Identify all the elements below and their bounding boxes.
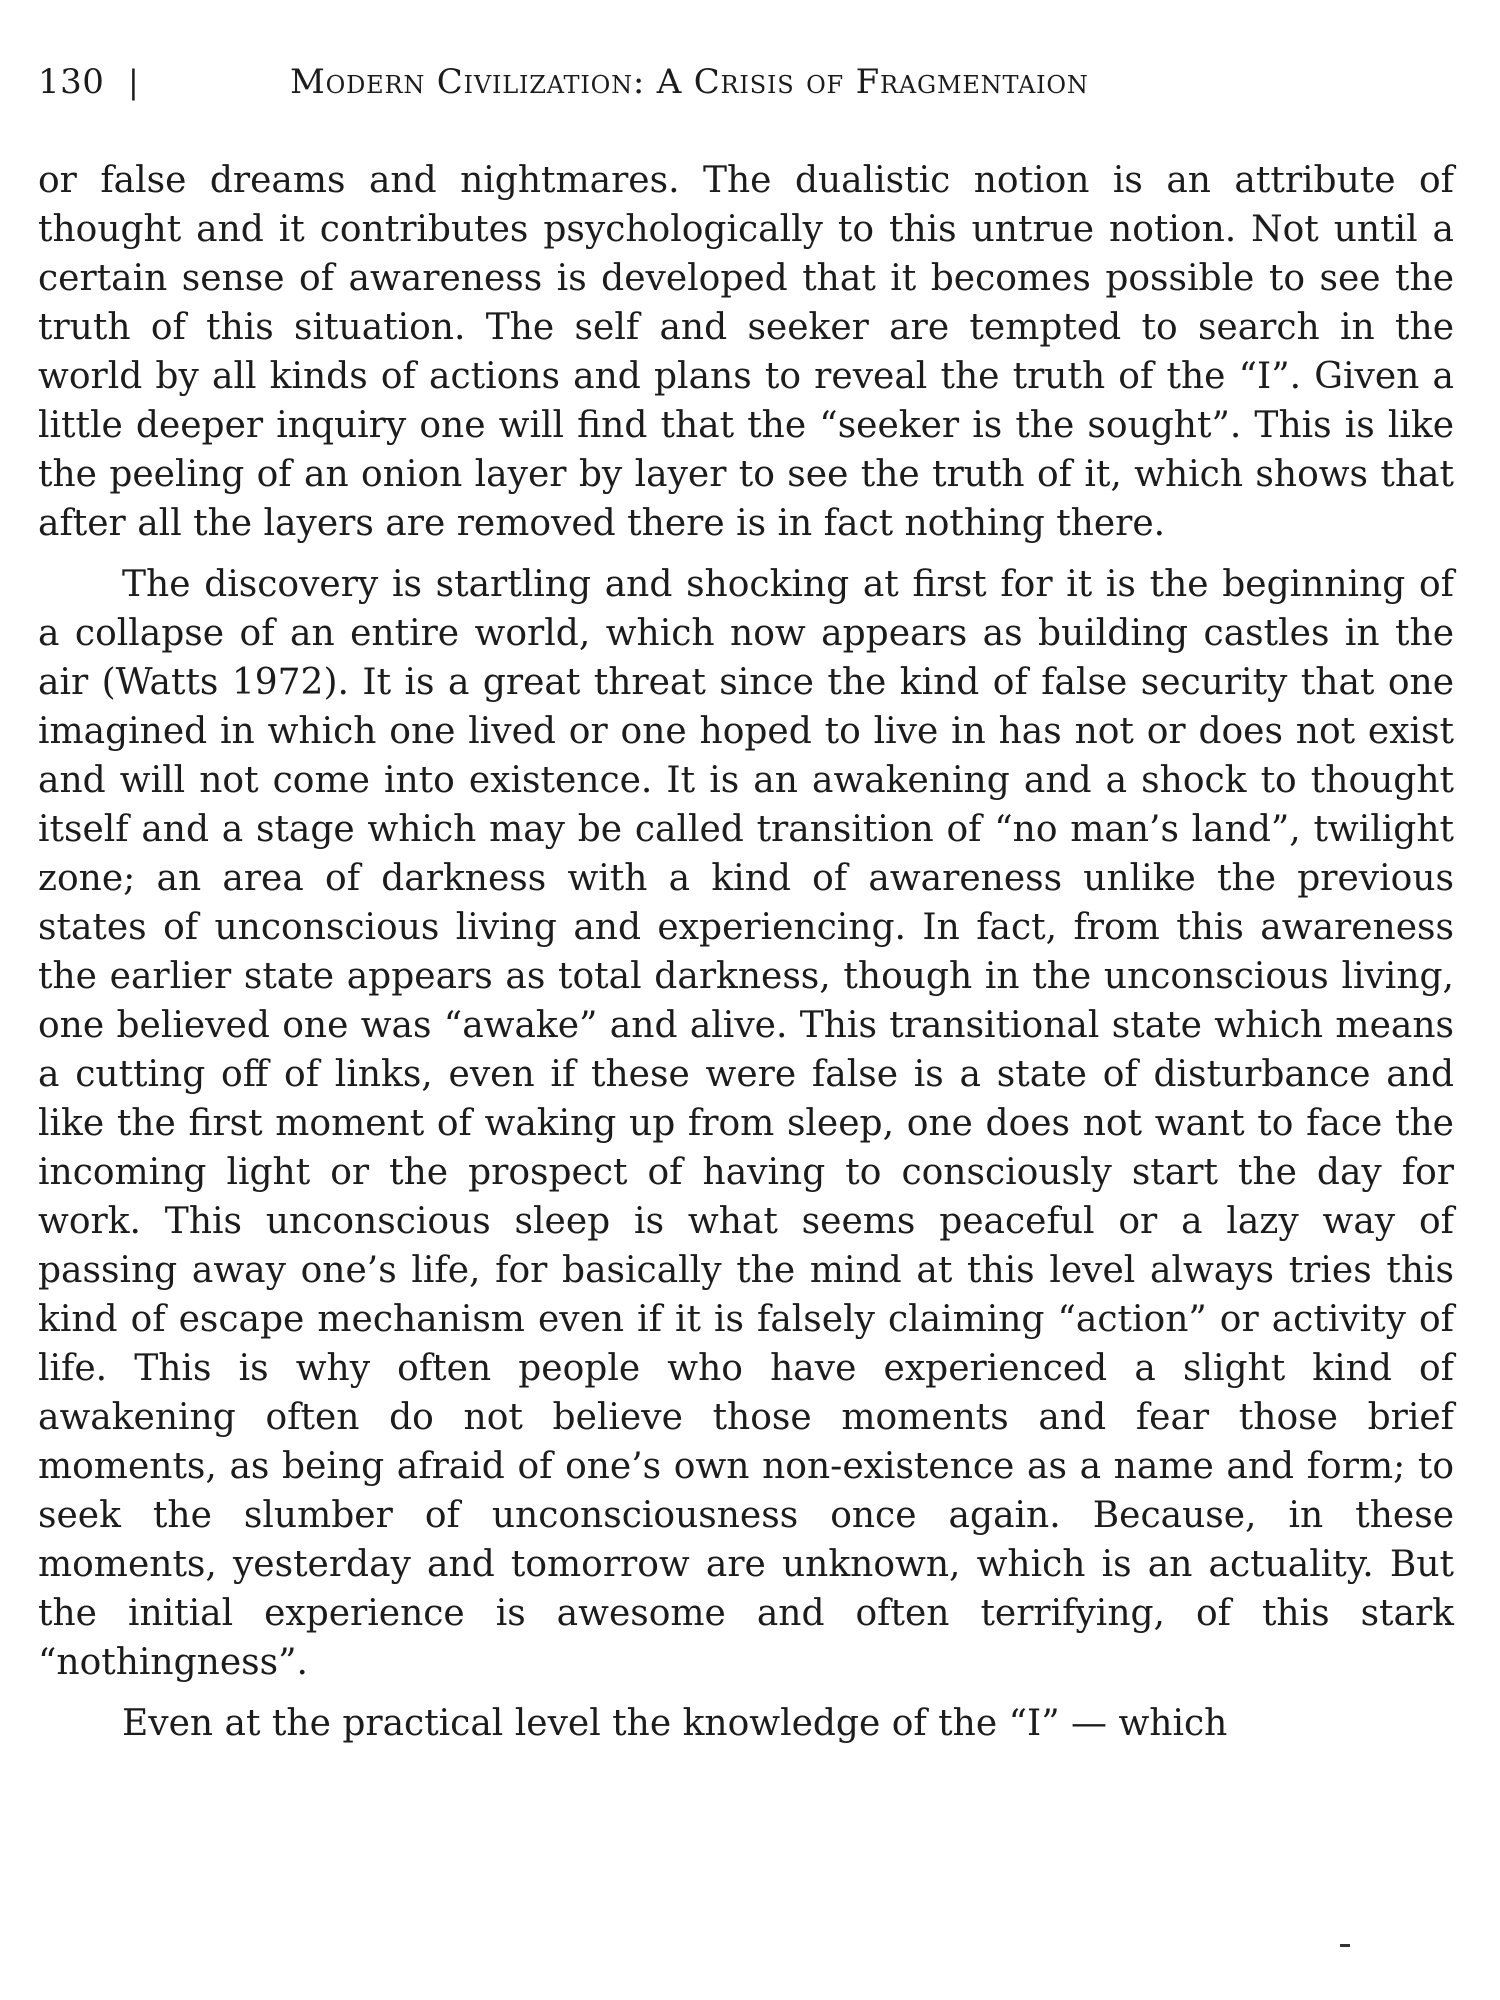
paragraph: Even at the practical level the knowledge of the “I” — which [122, 1703, 1228, 1744]
header-separator: | [128, 63, 140, 101]
paragraph-continued: or false dreams and nightmares. The dualistic notion is an attribute of thought and it contributes psychologically to this untrue notion. Not until a certain sense of awareness is developed that it becomes possible to see the truth of this situation. The self and seeker are tempted to search in the world by all kinds of actions and plans to reveal the truth of the “I”. Given a little deeper inquiry one will find that the “seeker is the sought”. This is like the peeling of an onion layer by layer to see the truth of it, which shows that after all the layers are removed there is in fact nothing there. [38, 160, 1454, 544]
body-text [38, 156, 1454, 1748]
page-number: 130 [38, 62, 105, 102]
paragraph: The discovery is startling and shocking at first for it is the beginning of a collapse of an entire world, which now appears as building castles in the air (Watts 1972). It is a great threat since the kind of false security that one imagined in which one lived or one hoped to live in has not or does not exist and will not come into existence. It is an awakening and a shock to thought itself and a stage which may be called transition of “no man’s land”, twilight zone; an area of darkness with a kind of awareness unlike the previous states of unconscious living and experiencing. In fact, from this awareness the earlier state appears as total darkness, though in the unconscious living, one believed one was “awake” and alive. This transitional state which means a cutting off of links, even if these were false is a state of disturbance and like the first moment of waking up from sleep, one does not want to face the incoming light or the prospect of having to consciously start the day for work. This unconscious sleep is what seems peaceful or a lazy way of passing away one’s life, for basically the mind at this level always tries this kind of escape mechanism even if it is falsely claiming “action” or activity of life. This is why often people who have experienced a slight kind of awakening often do not believe those moments and fear those brief moments, as being afraid of one’s own non-existence as a name and form; to seek the slumber of unconsciousness once again. Because, in these moments, yesterday and tomorrow are unknown, which is an actuality. But the initial experience is awesome and often terrifying, of this stark “nothingness”. [38, 564, 1454, 1683]
running-head [38, 62, 1454, 122]
footer-mark [1340, 1944, 1350, 1947]
running-title: Modern Civilization: A Crisis of Fragmentaion [290, 62, 1089, 102]
